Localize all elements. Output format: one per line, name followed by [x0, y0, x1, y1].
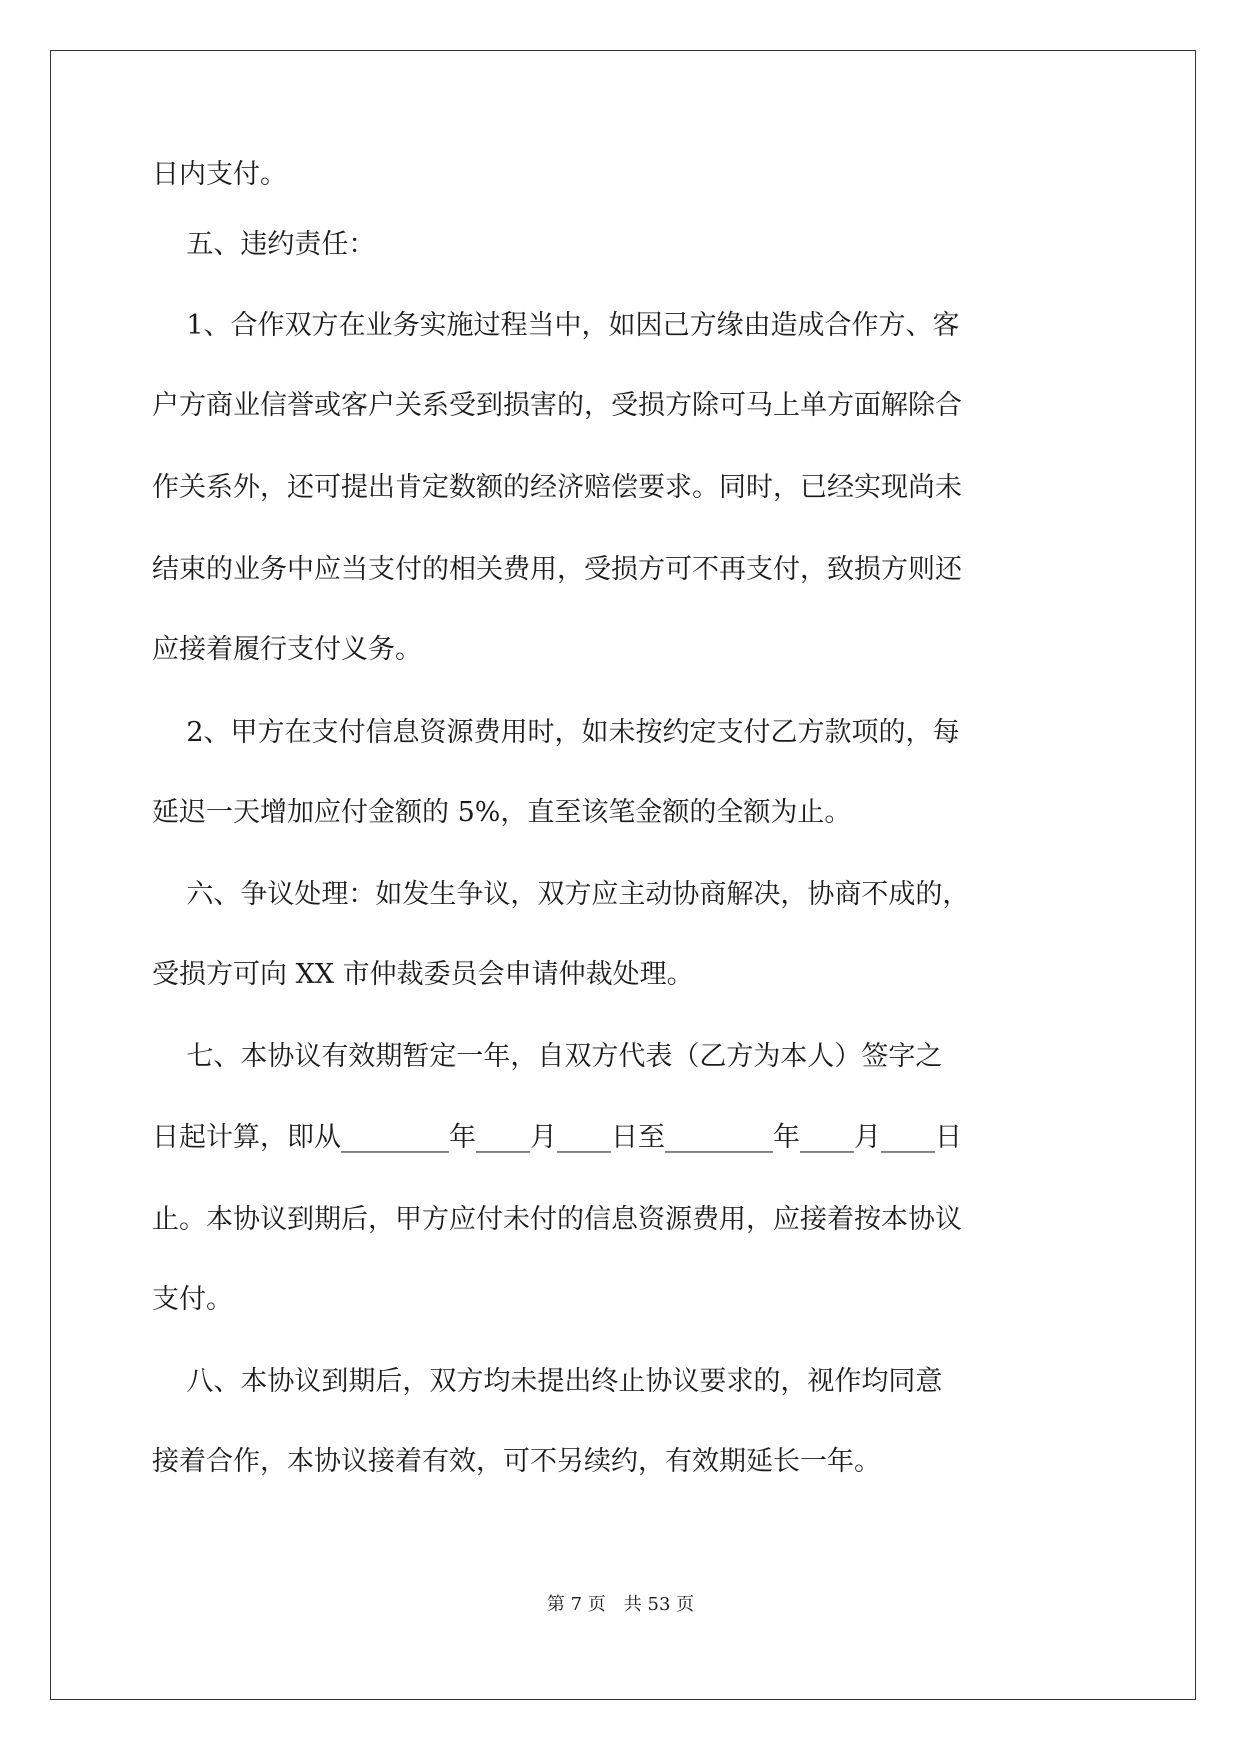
text-line: 日起计算，即从________年____月____日至________年____月____日: [152, 1122, 962, 1153]
text-line: 接着合作，本协议接着有效，可不另续约，有效期延长一年。: [152, 1446, 881, 1477]
text-line: 应接着履行支付义务。: [152, 634, 422, 665]
text-line: 结束的业务中应当支付的相关费用，受损方可不再支付，致损方则还: [152, 554, 962, 585]
text-line: 作关系外，还可提出肯定数额的经济赔偿要求。同时，已经实现尚未: [152, 472, 962, 503]
text-line: 五、违约责任：: [152, 229, 376, 260]
text-line: 受损方可向 XX 市仲裁委员会申请仲裁处理。: [152, 959, 694, 990]
text-line: 止。本协议到期后，甲方应付未付的信息资源费用，应接着按本协议: [152, 1204, 962, 1235]
text-line: 支付。: [152, 1284, 233, 1315]
text-line: 六、争议处理：如发生争议，双方应主动协商解决，协商不成的，: [152, 879, 970, 910]
text-line: 户方商业信誉或客户关系受到损害的，受损方除可马上单方面解除合: [152, 390, 962, 421]
text-line: 日内支付。: [152, 159, 287, 190]
text-line: 1、合作双方在业务实施过程当中，如因己方缘由造成合作方、客: [152, 310, 960, 341]
text-line: 八、本协议到期后，双方均未提出终止协议要求的，视作均同意: [152, 1366, 943, 1397]
text-line: 2、甲方在支付信息资源费用时，如未按约定支付乙方款项的，每: [152, 717, 960, 748]
page-number-footer: 第 7 页 共 53 页: [546, 1594, 695, 1615]
text-line: 延迟一天增加应付金额的 5%，直至该笔金额的全额为止。: [152, 797, 852, 828]
text-line: 七、本协议有效期暂定一年，自双方代表（乙方为本人）签字之: [152, 1041, 943, 1072]
